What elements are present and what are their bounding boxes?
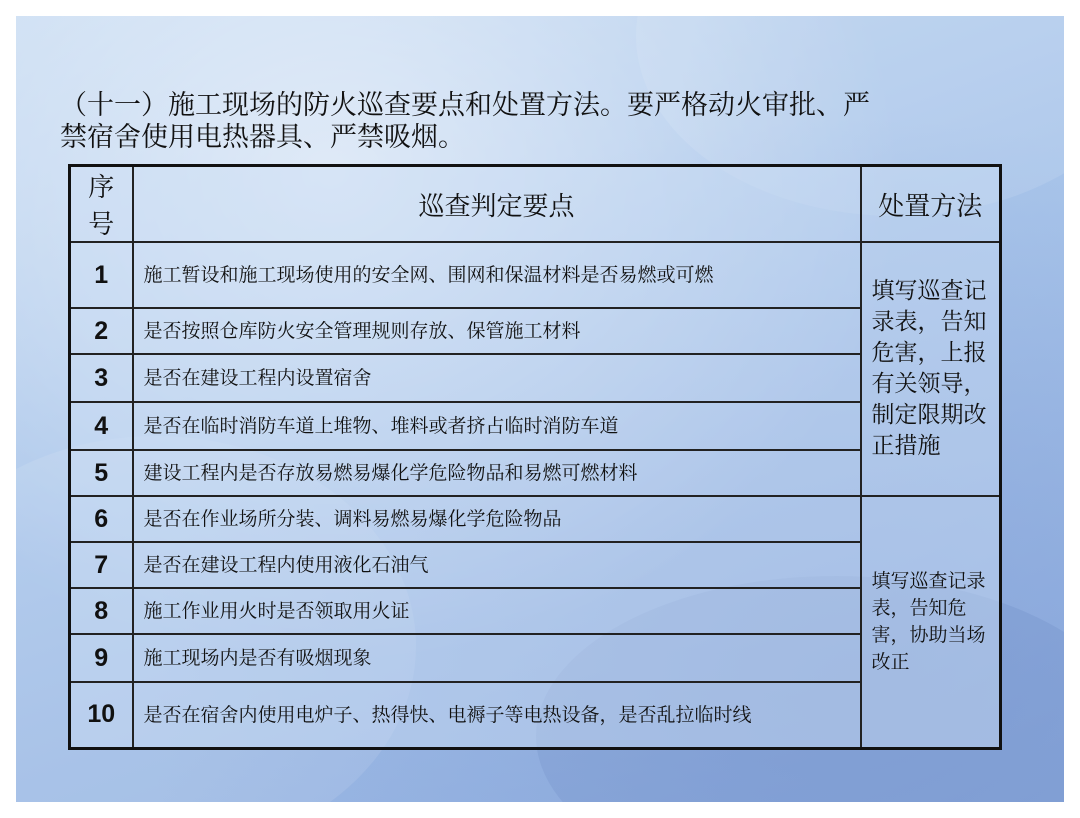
row-inspection-point: 施工作业用火时是否领取用火证 bbox=[133, 588, 861, 634]
header-inspection-points: 巡查判定要点 bbox=[133, 166, 861, 243]
row-inspection-point: 是否在作业场所分装、调料易燃易爆化学危险物品 bbox=[133, 496, 861, 542]
title-line-1: （十一）施工现场的防火巡查要点和处置方法。要严格动火审批、严 bbox=[60, 90, 870, 121]
row-number: 5 bbox=[70, 450, 133, 496]
row-inspection-point: 建设工程内是否存放易燃易爆化学危险物品和易燃可燃材料 bbox=[133, 450, 861, 496]
row-number: 6 bbox=[70, 496, 133, 542]
handling-method-group-2: 填写巡查记录表，告知危害，协助当场改正 bbox=[861, 496, 1001, 748]
header-handling-method: 处置方法 bbox=[861, 166, 1001, 243]
title-line-2: 禁宿舍使用电热器具、严禁吸烟。 bbox=[60, 122, 465, 153]
row-number: 8 bbox=[70, 588, 133, 634]
page-title bbox=[60, 90, 1020, 154]
table-header-row bbox=[70, 166, 1001, 243]
row-inspection-point: 是否在建设工程内使用液化石油气 bbox=[133, 542, 861, 588]
row-inspection-point: 施工暂设和施工现场使用的安全网、围网和保温材料是否易燃或可燃 bbox=[133, 242, 861, 308]
row-inspection-point: 是否在宿舍内使用电炉子、热得快、电褥子等电热设备，是否乱拉临时线 bbox=[133, 682, 861, 748]
row-inspection-point: 是否在建设工程内设置宿舍 bbox=[133, 354, 861, 402]
table-row bbox=[70, 496, 1001, 542]
patrol-table bbox=[68, 164, 1002, 750]
row-number: 3 bbox=[70, 354, 133, 402]
row-number: 2 bbox=[70, 308, 133, 354]
slide bbox=[16, 16, 1064, 802]
row-number: 4 bbox=[70, 402, 133, 450]
handling-method-group-1: 填写巡查记录表，告知危害，上报有关领导，制定限期改正措施 bbox=[861, 242, 1001, 496]
table-row bbox=[70, 242, 1001, 308]
header-number: 序号 bbox=[70, 166, 133, 243]
row-inspection-point: 施工现场内是否有吸烟现象 bbox=[133, 634, 861, 682]
row-number: 7 bbox=[70, 542, 133, 588]
row-number: 1 bbox=[70, 242, 133, 308]
row-number: 9 bbox=[70, 634, 133, 682]
row-inspection-point: 是否按照仓库防火安全管理规则存放、保管施工材料 bbox=[133, 308, 861, 354]
row-number: 10 bbox=[70, 682, 133, 748]
row-inspection-point: 是否在临时消防车道上堆物、堆料或者挤占临时消防车道 bbox=[133, 402, 861, 450]
